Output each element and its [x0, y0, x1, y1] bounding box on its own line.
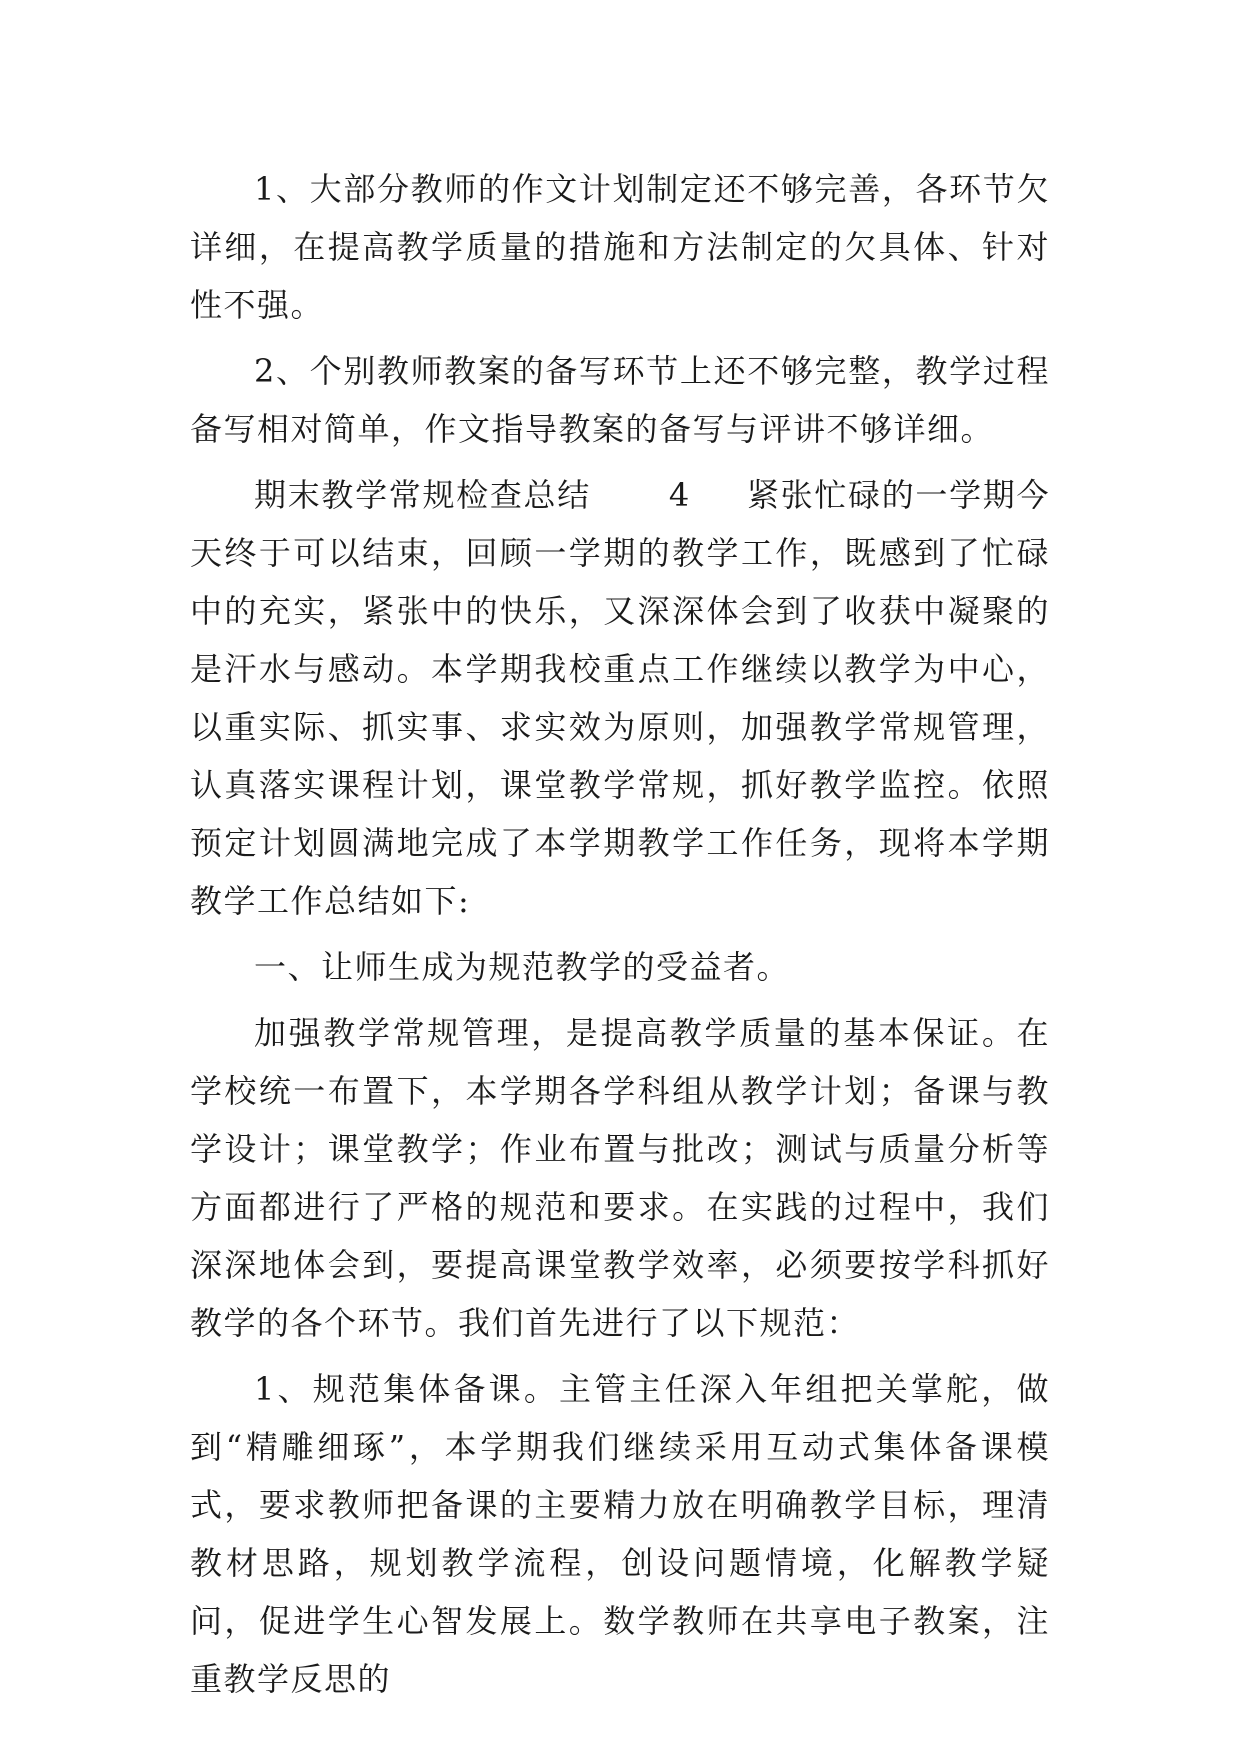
paragraph-5: 加强教学常规管理，是提高教学质量的基本保证。在学校统一布置下，本学期各学科组从教学计划；备课与教学设计；课堂教学；作业布置与批改；测试与质量分析等方面都进行了严格的规范和要求。在实践的过程中，我们深深地体会到，要提高课堂教学效率，必须要按学科抓好教学的各个环节。我们首先进行了以下规范：	[190, 1014, 1050, 1342]
section-number: 4	[668, 476, 691, 514]
paragraph-1: 1、大部分教师的作文计划制定还不够完善，各环节欠详细，在提高教学质量的措施和方法制定的欠具体、针对性不强。	[190, 170, 1050, 324]
section-title: 期末教学常规检查总结	[254, 476, 591, 514]
paragraph-6: 1、规范集体备课。主管主任深入年组把关掌舵，做到“精雕细琢”，本学期我们继续采用互动式集体备课模式，要求教师把备课的主要精力放在明确教学目标，理清教材思路，规划教学流程，创设问题情境，化解教学疑问，促进学生心智发展上。数学教师在共享电子教案，注重教学反思的	[190, 1370, 1050, 1698]
paragraph-3-text: 紧张忙碌的一学期今天终于可以结束，回顾一学期的教学工作，既感到了忙碌中的充实，紧张中的快乐，又深深体会到了收获中凝聚的是汗水与感动。本学期我校重点工作继续以教学为中心，以重实际、抓实事、求实效为原则，加强教学常规管理，认真落实课程计划，课堂教学常规，抓好教学监控。依照预定计划圆满地完成了本学期教学工作任务，现将本学期教学工作总结如下:	[190, 476, 1050, 920]
paragraph-3	[190, 466, 1050, 930]
document-body	[190, 160, 1050, 1708]
paragraph-2: 2、个别教师教案的备写环节上还不够完整，教学过程备写相对简单，作文指导教案的备写与评讲不够详细。	[190, 352, 1050, 448]
paragraph-4: 一、让师生成为规范教学的受益者。	[254, 948, 791, 986]
